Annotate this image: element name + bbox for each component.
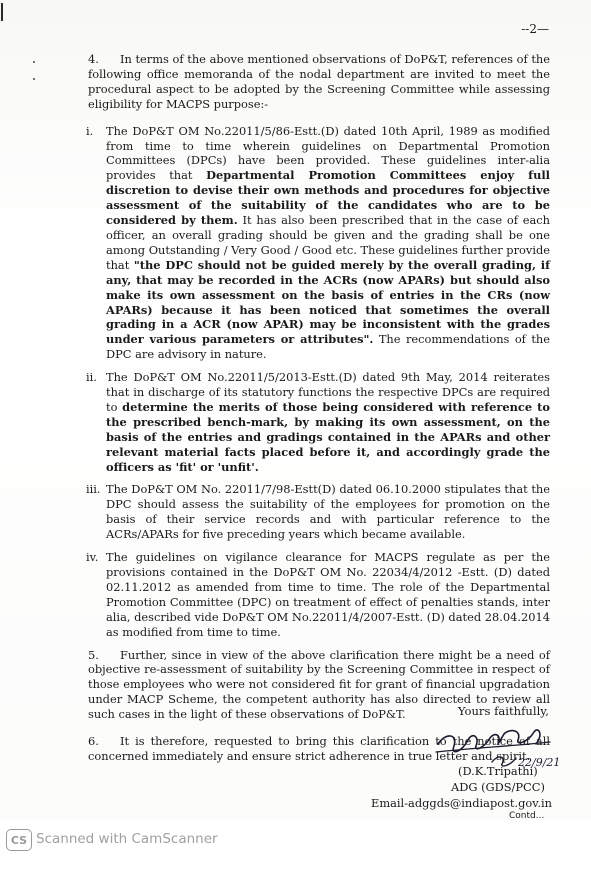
closing-line: Yours faithfully,	[457, 704, 549, 718]
signatory-designation: ADG (GDS/PCC)	[451, 780, 545, 794]
letter-body	[88, 52, 550, 776]
signatory-name: (D.K.Tripathi)	[458, 764, 538, 778]
scan-edge-mark	[1, 3, 3, 21]
paragraph-number: 6.	[88, 734, 99, 749]
paragraph-text: In terms of the above mentioned observations of DoP&T, references of the following office memoranda of the nodal department are invited to meet the procedural aspect to be adopted by the Screening Committee while assessing eligibility for MACPS purpose:-	[88, 52, 550, 111]
scan-speck	[33, 61, 35, 63]
paragraph-4	[88, 52, 550, 112]
list-item-numeral: iv.	[86, 550, 99, 565]
scanner-footer	[0, 821, 591, 869]
paragraph-number: 5.	[88, 647, 99, 662]
signature-date: 22/9/21	[518, 756, 561, 769]
list-item: ii. The DoP&T OM No.22011/5/2013-Estt.(D) dated 9th May, 2014 reiterates that in discharge of its statutory functions the respective DPCs are required to determine the merits of those being considered with reference to the prescribed bench-mark, by making its own assessment, on the basis of the entries and gradings contained in the APARs and other relevant material facts placed before it, and accordingly grade the officers as 'fit' or 'unfit'.	[86, 370, 550, 474]
list-item: iii. The DoP&T OM No. 22011/7/98-Estt(D) dated 06.10.2000 stipulates that the DPC should assess the suitability of the employees for promotion on the basis of their service records and with particular reference to the ACRs/APARs for five preceding years which became available.	[86, 482, 550, 542]
paragraph-text: It is therefore, requested to bring this clarification to the notice of all concerned immediately and ensure strict adherence in true letter and spirit.	[88, 734, 550, 763]
list-item-numeral: ii.	[86, 370, 97, 385]
scan-speck	[33, 78, 35, 80]
list-item-numeral: i.	[86, 123, 94, 138]
signatory-email: Email-adggds@indiapost.gov.in	[371, 796, 552, 810]
scanner-watermark: Scanned with CamScanner	[36, 831, 218, 847]
continued-note: Contd...	[509, 811, 545, 821]
camscanner-logo-icon: CS	[6, 829, 32, 851]
paragraph-text: Further, since in view of the above clarification there might be a need of objective re-assessment of suitability by the Screening Committee in respect of those employees who were not considered fit for grant of financial upgradation under MACP Scheme, the competent authority has also directed to review all such cases in the light of these observations of DoP&T.	[88, 647, 550, 722]
list-item-numeral: iii.	[86, 482, 101, 497]
page-number: --2—	[521, 22, 549, 36]
list-item: i. The DoP&T OM No.22011/5/86-Estt.(D) dated 10th April, 1989 as modified from time to time wherein guidelines on Departmental Promotion Committees (DPCs) have been provided. These guidelines inter-alia provides that Departmental Promotion Committees enjoy full discretion to devise their own methods and procedures for objective assessment of the suitability of the candidates who are to be considered by them. It has also been prescribed that in the case of each officer, an overall grading should be given and the grading shall be one among Outstanding / Very Good / Good etc. These guidelines further provide that "the DPC should not be guided merely by the overall grading, if any, that may be recorded in the ACRs (now APARs) but should also make its own assessment on the basis of entries in the CRs (now APARs) because it has been noticed that sometimes the overall grading in a ACR (now APAR) may be inconsistent with the grades under various parameters or attributes". The recommendations of the DPC are advisory in nature.	[86, 123, 551, 362]
om-reference-list	[88, 124, 550, 640]
list-item: iv. The guidelines on vigilance clearance for MACPS regulate as per the provisions contained in the DoP&T OM No. 22034/4/2012 -Estt. (D) dated 02.11.2012 as amended from time to time. The role of the Departmental Promotion Committee (DPC) on treatment of effect of penalties stands, inter alia, described vide DoP&T OM No.22011/4/2007-Estt. (D) dated 28.04.2014 as modified from time to time.	[86, 550, 550, 639]
paragraph-number: 4.	[88, 52, 99, 66]
